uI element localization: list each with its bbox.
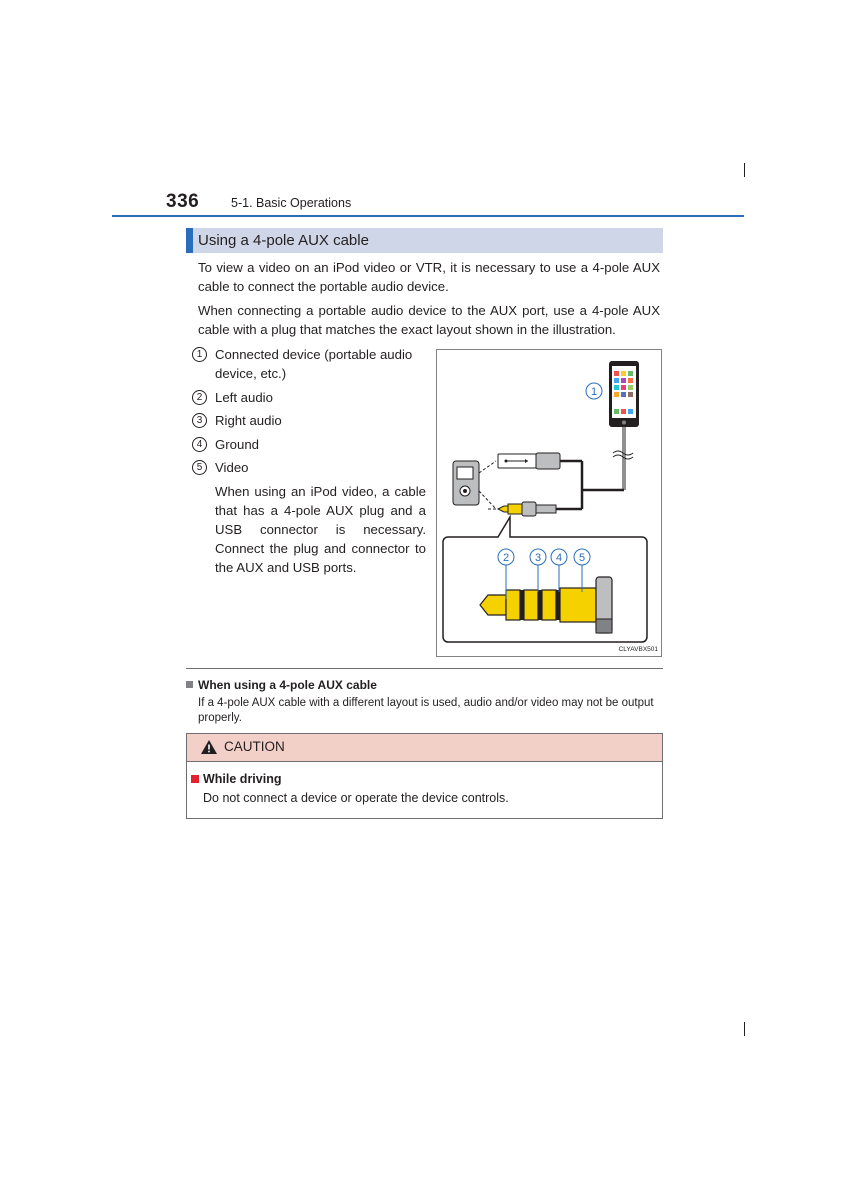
callout-2-label: 2 (502, 552, 510, 564)
callout-5-label: 5 (578, 552, 586, 564)
crop-mark-top (744, 163, 745, 177)
caution-text: Do not connect a device or operate the device controls. (203, 791, 509, 805)
callout-number: 5 (192, 460, 207, 475)
section-heading (186, 228, 663, 253)
callout-number: 1 (192, 347, 207, 362)
intro-paragraph-2: When connecting a portable audio device to the AUX port, use a 4-pole AUX cable with a plug that matches the exact layout shown in the illustration. (198, 303, 660, 337)
bullet-square-icon (191, 775, 199, 783)
callout-1-marker (586, 383, 602, 399)
caution-box (186, 733, 663, 819)
caution-subheading-text: While driving (203, 772, 282, 786)
section-label: 5-1. Basic Operations (231, 196, 352, 210)
legend-label: Right audio (215, 413, 282, 428)
page-number: 336 (166, 191, 200, 212)
caution-label: CAUTION (224, 739, 285, 754)
legend-label: Left audio (215, 389, 273, 405)
legend-item (192, 458, 426, 477)
note-heading (186, 678, 377, 692)
callout-number: 2 (192, 390, 207, 405)
note-text: If a 4-pole AUX cable with a different layout is used, audio and/or video may not be output properly. (198, 697, 654, 724)
caution-subheading (191, 772, 281, 786)
callout-1-label: 1 (590, 386, 598, 398)
callout-number: 3 (192, 413, 207, 428)
legend-list (192, 345, 426, 578)
caution-header (187, 734, 662, 762)
legend-item (192, 345, 426, 383)
crop-mark-bottom (744, 1022, 745, 1036)
legend-item (192, 435, 426, 454)
legend-label: Video (215, 460, 249, 475)
bullet-square-icon (186, 681, 193, 688)
callout-number: 4 (192, 437, 207, 452)
divider (186, 668, 663, 669)
figure-code: CLYAVBX501 (618, 646, 658, 653)
legend-note: When using an iPod video, a cable that has a 4-pole AUX plug and a USB connector is necessary. Connect the plug and connector to the AUX and USB ports. (215, 483, 426, 576)
legend-item (192, 411, 426, 430)
section-title: Using a 4-pole AUX cable (198, 232, 369, 249)
intro-paragraph-1: To view a video on an iPod video or VTR, it is necessary to use a 4-pole AUX cable to connect the portable audio device. (198, 260, 660, 294)
callout-4-label: 4 (555, 552, 563, 564)
header-rule (112, 215, 744, 217)
usb-plug-icon (498, 453, 560, 469)
note-heading-text: When using a 4-pole AUX cable (198, 678, 377, 692)
legend-label: Ground (215, 436, 259, 452)
callout-3-label: 3 (534, 552, 542, 564)
aux-cable-illustration (436, 349, 662, 657)
warning-triangle-icon (200, 739, 218, 755)
phone-icon (609, 361, 639, 427)
legend-label: Connected device (portable audio device, etc.) (215, 347, 413, 381)
legend-item (192, 388, 426, 407)
